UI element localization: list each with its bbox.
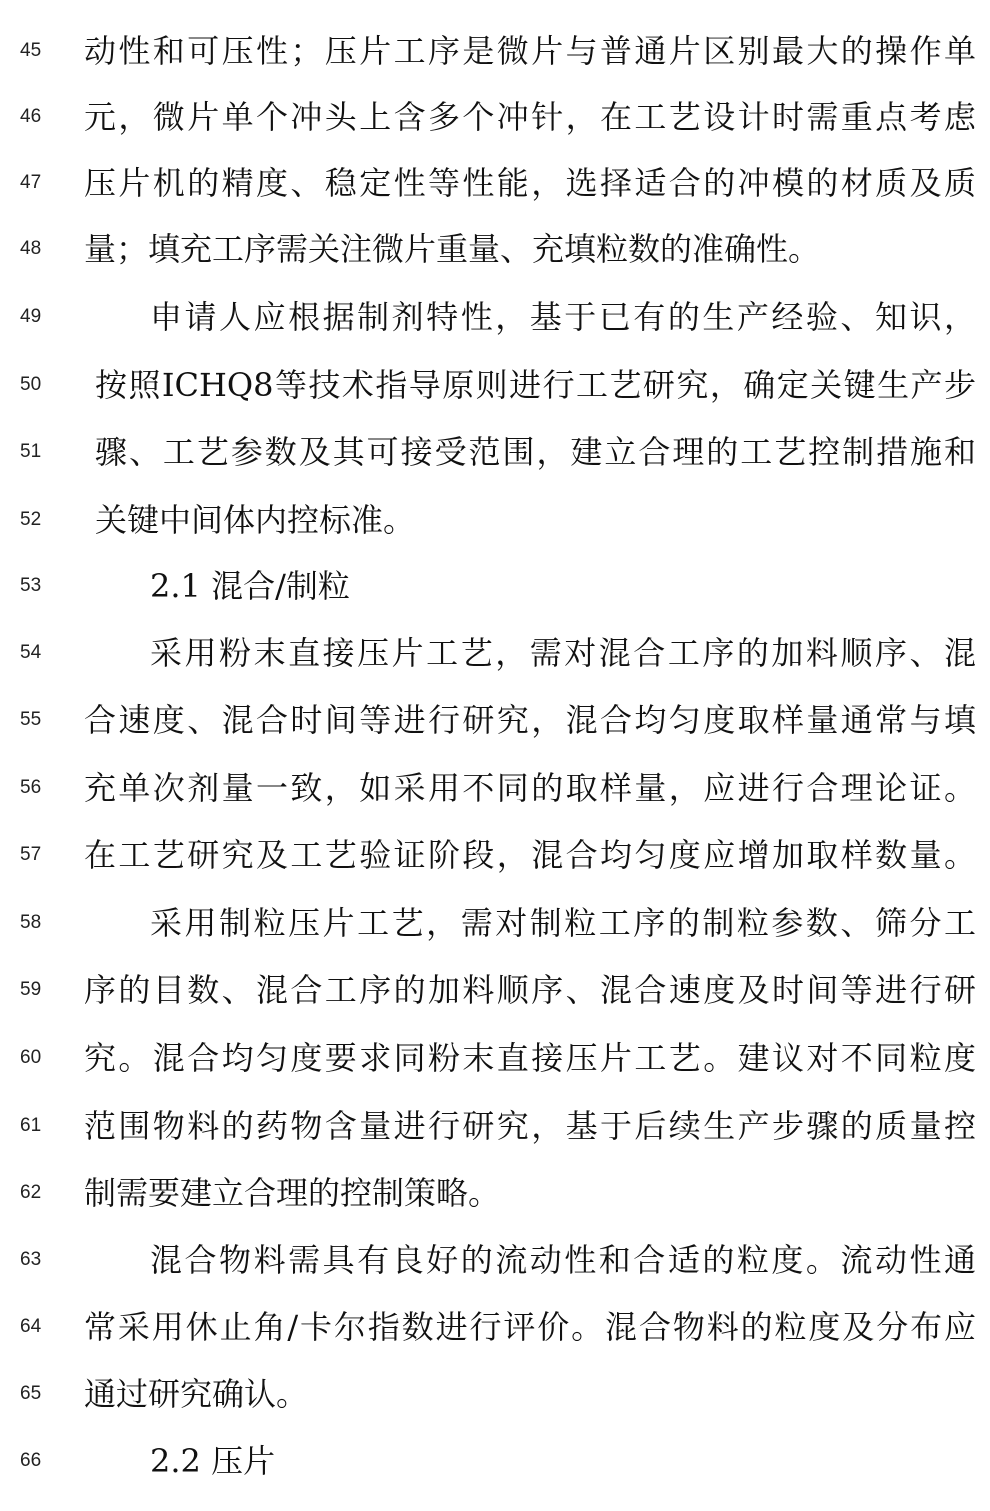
line-number: 50 [20, 374, 42, 395]
text-line [0, 21, 990, 81]
line-text: 常采用休止角/卡尔指数进行评价。混合物料的粒度及分布应 [84, 1308, 976, 1346]
line-text: 混合物料需具有良好的流动性和合适的粒度。流动性通 [150, 1241, 976, 1279]
text-line [0, 1364, 990, 1424]
line-text: 按照ICHQ8等技术指导原则进行工艺研究，确定关键生产步 [95, 366, 976, 404]
line-text: 合速度、混合时间等进行研究，混合均匀度取样量通常与填 [84, 701, 976, 739]
line-number: 56 [20, 777, 42, 798]
line-text: 究。混合均匀度要求同粉末直接压片工艺。建议对不同粒度 [84, 1039, 976, 1077]
text-line [0, 1028, 990, 1088]
text-line [0, 422, 990, 482]
line-text: 骤、工艺参数及其可接受范围，建立合理的工艺控制措施和 [95, 433, 976, 471]
line-number: 46 [20, 106, 42, 127]
line-text: 申请人应根据制剂特性，基于已有的生产经验、知识， [150, 298, 976, 336]
text-line [0, 825, 990, 885]
line-text: 在工艺研究及工艺验证阶段，混合均匀度应增加取样数量。 [84, 836, 976, 874]
line-text: 序的目数、混合工序的加料顺序、混合速度及时间等进行研 [84, 971, 976, 1009]
line-number: 66 [20, 1450, 42, 1471]
line-text: 压片机的精度、稳定性等性能，选择适合的冲模的材质及质 [84, 164, 976, 202]
text-line [0, 690, 990, 750]
line-text: 通过研究确认。 [84, 1375, 309, 1413]
text-line [0, 219, 990, 279]
line-number: 52 [20, 509, 42, 530]
line-text: 关键中间体内控标准。 [95, 501, 416, 539]
text-line [0, 1230, 990, 1290]
line-text: 充单次剂量一致，如采用不同的取样量，应进行合理论证。 [84, 769, 976, 807]
text-line [0, 623, 990, 683]
text-line [0, 87, 990, 147]
line-text: 量；填充工序需关注微片重量、充填粒数的准确性。 [84, 230, 821, 268]
section-heading [0, 1431, 990, 1491]
line-text: 动性和可压性；压片工序是微片与普通片区别最大的操作单 [84, 32, 976, 70]
text-line [0, 355, 990, 415]
text-line [0, 1297, 990, 1357]
line-number: 54 [20, 642, 42, 663]
line-number: 60 [20, 1047, 42, 1068]
line-number: 57 [20, 844, 42, 865]
line-number: 58 [20, 912, 42, 933]
text-line [0, 287, 990, 347]
line-text: 元，微片单个冲头上含多个冲针，在工艺设计时需重点考虑 [84, 98, 976, 136]
text-line [0, 893, 990, 953]
line-text: 制需要建立合理的控制策略。 [84, 1174, 501, 1212]
line-number: 59 [20, 979, 42, 1000]
heading-text: 2.2 压片 [150, 1442, 276, 1480]
line-number: 55 [20, 709, 42, 730]
heading-text: 2.1 混合/制粒 [150, 567, 350, 605]
text-line [0, 1163, 990, 1223]
line-number: 48 [20, 238, 42, 259]
line-text: 范围物料的药物含量进行研究，基于后续生产步骤的质量控 [84, 1107, 976, 1145]
text-line [0, 1096, 990, 1156]
line-number: 47 [20, 172, 42, 193]
line-text: 采用制粒压片工艺，需对制粒工序的制粒参数、筛分工 [150, 904, 976, 942]
text-line [0, 960, 990, 1020]
line-number: 63 [20, 1249, 42, 1270]
line-number: 65 [20, 1383, 42, 1404]
section-heading [0, 556, 990, 616]
text-line [0, 758, 990, 818]
line-number: 51 [20, 441, 42, 462]
line-text: 采用粉末直接压片工艺，需对混合工序的加料顺序、混 [150, 634, 976, 672]
line-number: 64 [20, 1316, 42, 1337]
line-number: 45 [20, 40, 42, 61]
line-number: 49 [20, 306, 42, 327]
line-number: 61 [20, 1115, 42, 1136]
text-line [0, 490, 990, 550]
text-line [0, 153, 990, 213]
line-number: 62 [20, 1182, 42, 1203]
line-number: 53 [20, 575, 42, 596]
